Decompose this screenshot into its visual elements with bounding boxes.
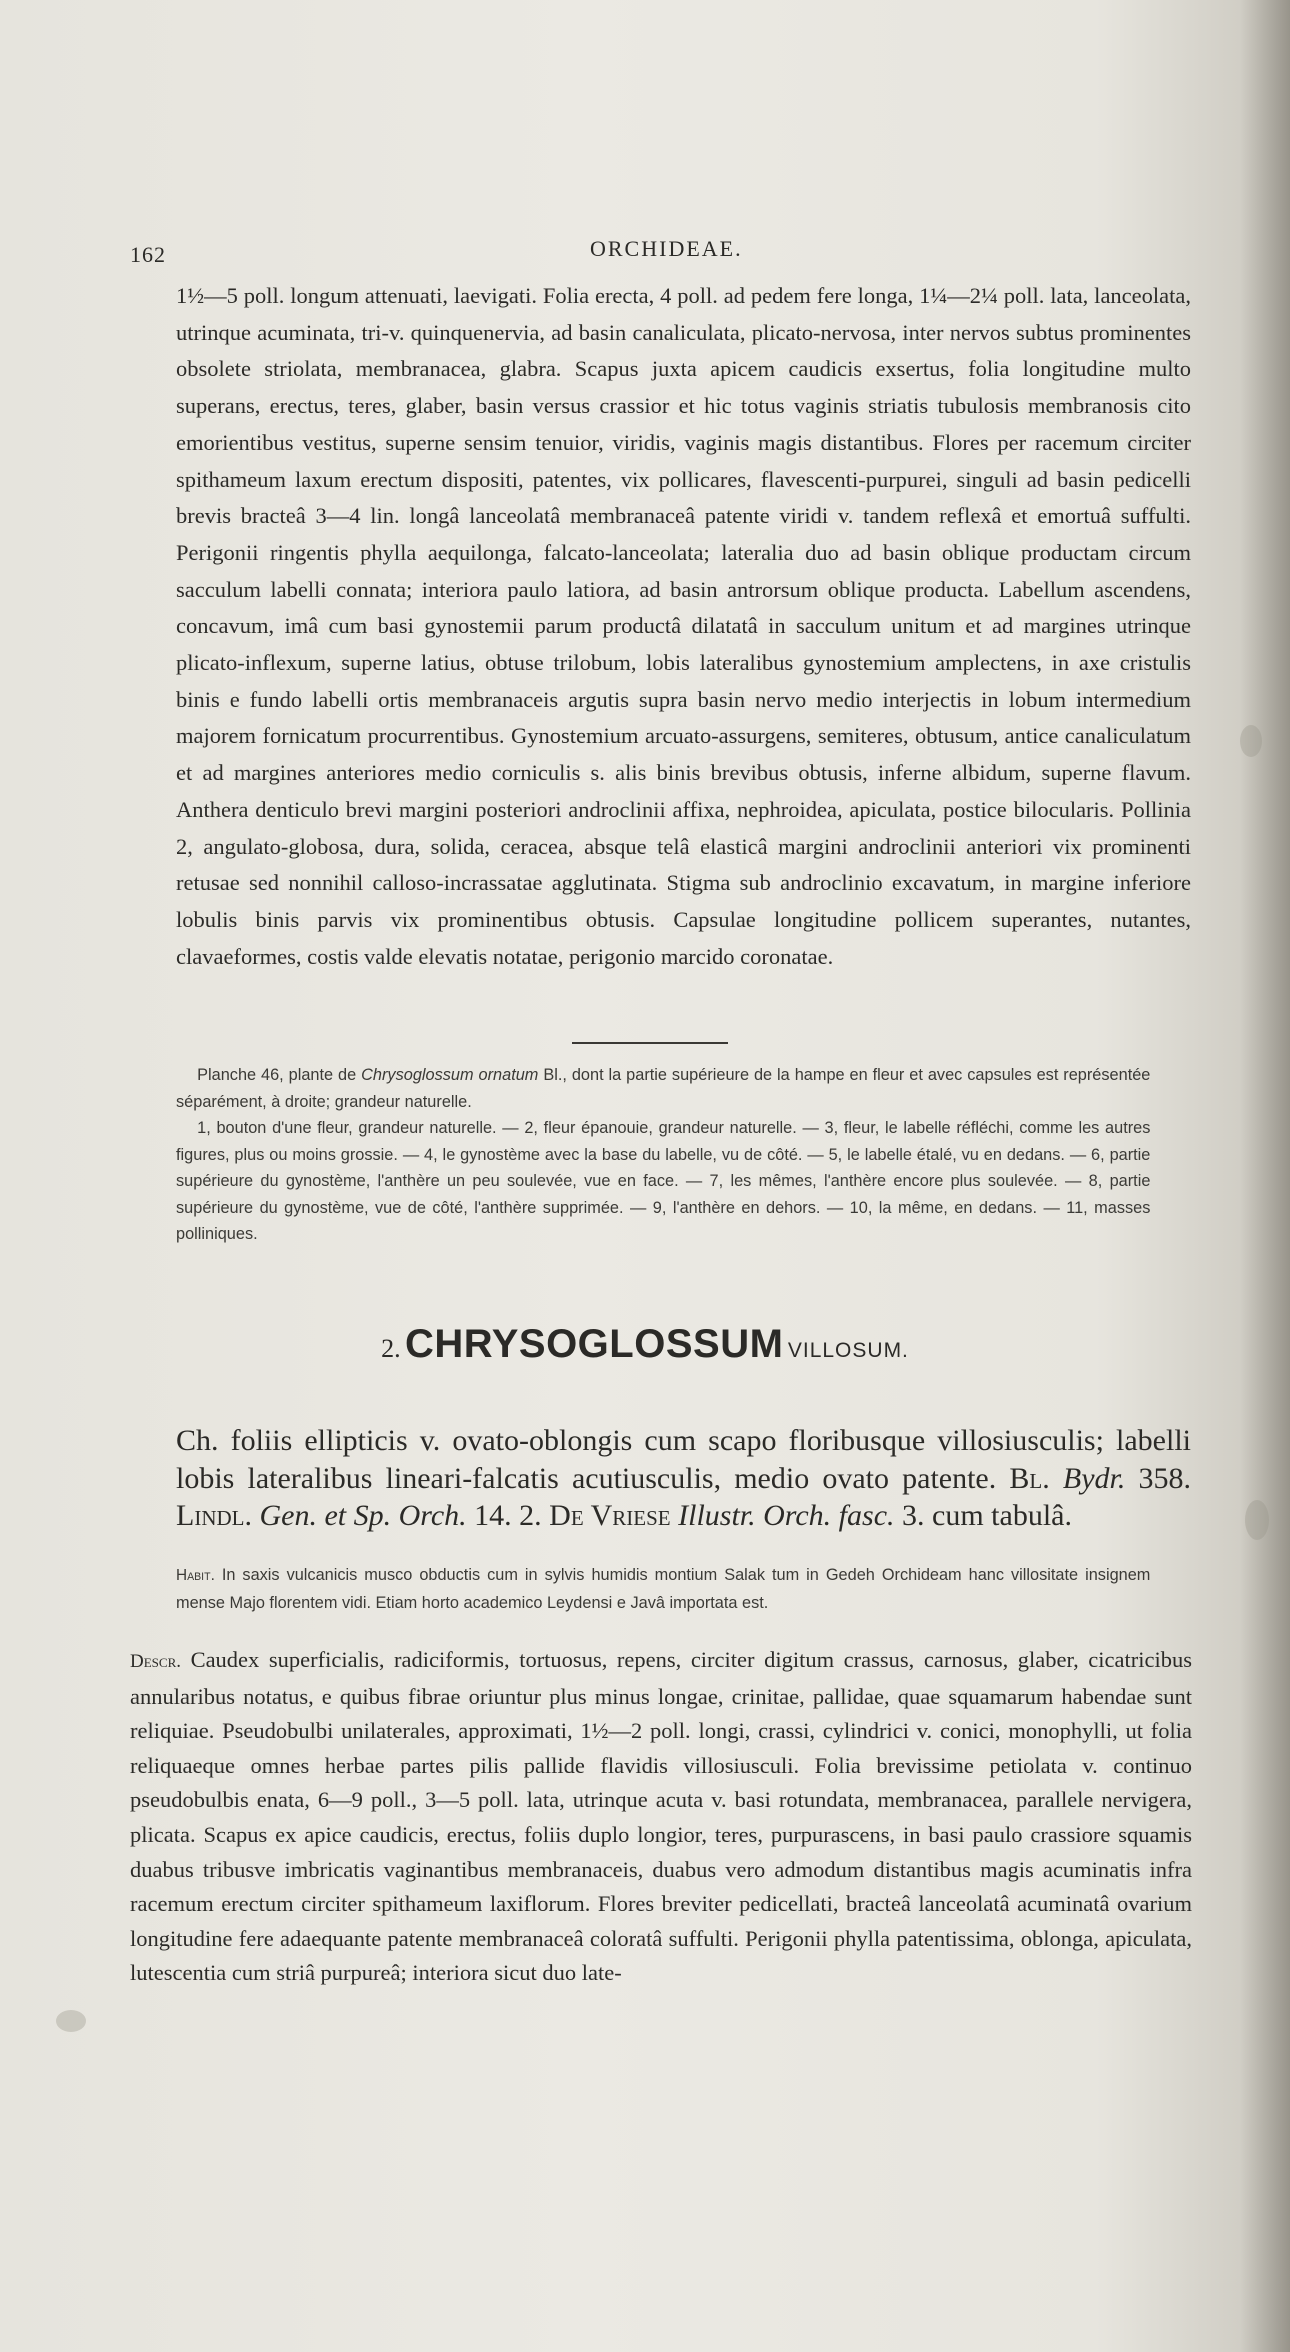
figure-list: 1, bouton d'une fleur, grandeur naturelle. — 2, fleur épanouie, grandeur naturelle. — 3, fleur, le labelle réfléchi, comme les autres figures, plus ou moins grossie. — 4, le gynostème avec la base du labelle, vu de côté. — 5, le labelle étalé, vu en dedans. — 6, partie supérieure du gynostème, l'anthère un peu soulevée, vue en face. — 7, les mêmes, l'anthère encore plus soulevée. — 8, partie supérieure du gynostème, vue de côté, l'anthère supprimée. — 9, l'anthère en dehors. — 10, la même, en dedans. — 11, masses polliniques. xyxy=(176,1118,1151,1243)
genus-name: CHRYSOGLOSSUM xyxy=(405,1322,784,1366)
species-epithet: VILLOSUM. xyxy=(787,1339,909,1362)
ink-blot xyxy=(56,2010,86,2032)
ink-blot xyxy=(1240,725,1262,757)
work-citation: Bydr. xyxy=(1062,1461,1126,1495)
running-title: ORCHIDEAE. xyxy=(590,236,743,261)
species-number: 2. xyxy=(381,1334,401,1363)
species-diagnosis: Ch. foliis ellipticis v. ovato-oblongis cum scapo floribusque villosiusculis; labelli lobis lateralibus lineari-falcatis acutiusculis, medio ovato patente. Bl. Bydr. 358. Lindl. Gen. et Sp. Orch. 14. 2. De Vriese Illustr. Orch. fasc. 3. cum tabulâ. xyxy=(176,1424,1192,1532)
habitat-note: Habit. In saxis vulcanicis musco obductis cum in sylvis humidis montium Salak tum in Gedeh Orchideam hanc villositate insignem mense Majo florentem vidi. Etiam horto academico Leydensi e Javâ importata est. xyxy=(176,1565,1151,1612)
page-number: 162 xyxy=(130,242,166,267)
page-edge-shadow xyxy=(1240,0,1290,2352)
description-label: Descr. xyxy=(130,1651,181,1672)
work-citation: Illustr. Orch. fasc. xyxy=(678,1499,895,1532)
species-description: Descr. Caudex superficialis, radiciformis, tortuosus, repens, circiter digitum crassus, carnosus, glaber, cicatricibus annularibus notatus, e quibus fibrae oriuntur plus minus longae, crinitae, pallidae, quae squamarum habendae sunt reliquiae. Pseudobulbi unilaterales, approximati, 1½—2 poll. longi, crassi, cylindrici v. conici, monophylli, ut folia reliquaeque omnes herbae partes pilis pallide flavidis villosiusculi. Folia brevissime petiolata v. continuo pseudobulbis enata, 6—9 poll., 3—5 poll. lata, utrinque acuta v. basi rotundata, membranacea, parallele nervigera, plicata. Scapus ex apice caudicis, erectus, foliis duplo longior, teres, purpurascens, in basi paulo crassiore squamis duabus tribusve imbricatis vaginantibus membranaceis, duabus vero admodum distantibus magis acuminatis infra racemum erectum circiter spithameum laxiflorum. Flores breviter pedicellati, bracteâ lanceolatâ acuminatâ ovarium longitudine fere adaequante patente membranaceâ coloratâ suffulti. Perigonii phylla patentissima, oblonga, apiculata, lutescentia cum striâ purpureâ; interiora sicut duo late- xyxy=(130,1647,1192,1986)
ink-blot xyxy=(1245,1500,1269,1540)
section-divider xyxy=(572,1042,728,1044)
running-head xyxy=(0,232,1290,272)
author-citation: De Vriese xyxy=(549,1499,671,1532)
author-citation: Lindl. xyxy=(176,1499,252,1532)
work-citation: Gen. et Sp. Orch. xyxy=(259,1499,467,1532)
plate-species-name: Chrysoglossum ornatum xyxy=(361,1065,539,1084)
plate-caption-line: Planche 46, plante de Chrysoglossum ornatum Bl., dont la partie supérieure de la hampe en fleur et avec capsules est représentée séparément, à droite; grandeur naturelle. xyxy=(176,1065,1151,1111)
species-heading xyxy=(0,1322,1290,1367)
author-citation: Bl. xyxy=(1009,1461,1050,1495)
continued-description: 1½—5 poll. longum attenuati, laevigati. Folia erecta, 4 poll. ad pedem fere longa, 1¼—2¼ poll. lata, lanceolata, utrinque acuminata, tri-v. quinquenervia, ad basin canaliculata, plicato-nervosa, inter nervos subtus prominentes obsolete striolata, membranacea, glabra. Scapus juxta apicem caudicis exsertus, folia longitudine multo superans, erectus, teres, glaber, basin versus crassior et hic totus vaginis striatis tubulosis membranosis cito emorientibus vestitus, superne sensim tenuior, viridis, vaginis magis distantibus. Flores per racemum circiter spithameum laxum erectum dispositi, patentes, vix pollicares, flavescenti-purpurei, singuli ad basin pedicelli brevis bracteâ 3—4 lin. longâ lanceolatâ membranaceâ patente viridi v. tandem reflexâ et emortuâ suffulti. Perigonii ringentis phylla aequilonga, falcato-lanceolata; lateralia duo ad basin oblique productam circum sacculum labelli connata; interiora paulo latiora, ad basin antrorsum oblique producta. Labellum ascendens, concavum, imâ cum basi gynostemii parum productâ dilatatâ in sacculum unitum et ad margines utrinque plicato-inflexum, superne latius, obtuse trilobum, lobis lateralibus gynostemium amplectens, in axe cristulis binis e fundo labelli ortis membranaceis argutis supra basin nervo medio interjectis in lobum intermedium majorem fornicatum procurrentibus. Gynostemium arcuato-assurgens, semiteres, obtusum, antice canaliculatum et ad margines anteriores medio corniculis s. alis binis brevibus obtusis, inferne albidum, superne flavum. Anthera denticulo brevi margini posteriori androclinii affixa, nephroidea, apiculata, postice bilocularis. Pollinia 2, angulato-globosa, dura, solida, ceracea, absque telâ elasticâ margini androclinii anteriori vix prominenti retusae sed nonnihil calloso-incrassatae agglutinata. Stigma sub androclinio excavatum, in margine inferiore lobulis binis parvis vix prominentibus obtusis. Capsulae longitudine pollicem superantes, nutantes, clavaeformes, costis valde elevatis notatae, perigonio marcido coronatae. xyxy=(176,283,1191,969)
plate-caption xyxy=(176,1062,1150,1248)
habitat-label: Habit. xyxy=(176,1567,215,1584)
